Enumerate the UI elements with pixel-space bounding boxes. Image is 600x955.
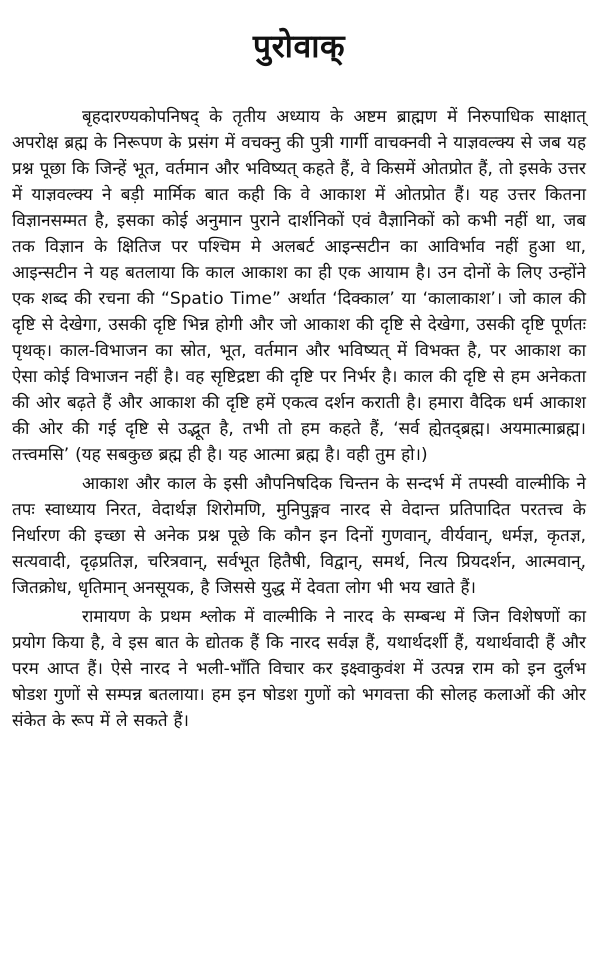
paragraph-2: आकाश और काल के इसी औपनिषदिक चिन्तन के सन्दर्भ में तपस्वी वाल्मीकि ने तपः स्वाध्याय निरत, वेदार्थज्ञ शिरोमणि, मुनिपुङ्गव नारद से वेदान्त प्रतिपादित परतत्त्व के निर्धारण की इच्छा से अनेक प्रश्न पूछे कि कौन इन दिनों गुणवान्, वीर्यवान्, धर्मज्ञ, कृतज्ञ, सत्यवादी, दृढ़प्रतिज्ञ, चरित्रवान्, सर्वभूत हितैषी, विद्वान्, समर्थ, नित्य प्रियदर्शन, आत्मवान्, जितक्रोध, धृतिमान् अनसूयक, है जिससे युद्ध में देवता लोग भी भय खाते हैं। [12, 474, 586, 598]
paragraph-3: रामायण के प्रथम श्लोक में वाल्मीकि ने नारद के सम्बन्ध में जिन विशेषणों का प्रयोग किया है, वे इस बात के द्योतक हैं कि नारद सर्वज्ञ हैं, यथार्थदर्शी हैं, यथार्थवादी हैं और परम आप्त हैं। ऐसे नारद ने भली-भाँति विचार कर इक्ष्वाकुवंश में उत्पन्न राम को इन दुर्लभ षोडश गुणों से सम्पन्न बतलाया। हम इन षोडश गुणों को भगवत्ता की सोलह कलाओं की ओर संकेत के रूप में ले सकते हैं। [12, 607, 586, 731]
page-title: पुरोवाक् [252, 27, 346, 65]
paragraph-1: बृहदारण्यकोपनिषद् के तृतीय अध्याय के अष्टम ब्राह्मण में निरुपाधिक साक्षात् अपरोक्ष ब्रह्म के निरूपण के प्रसंग में वचक्नु की पुत्री गार्गी वाचक्नवी ने याज्ञवल्क्य से जब यह प्रश्न पूछा कि जिन्हें भूत, वर्तमान और भविष्यत् कहते हैं, वे किसमें ओतप्रोत हैं, तो इसके उत्तर में याज्ञवल्क्य ने बड़ी मार्मिक बात कही कि वे आकाश में ओतप्रोत हैं। यह उत्तर कितना विज्ञानसम्मत है, इसका कोई अनुमान पुराने दार्शनिकों एवं वैज्ञानिकों को कभी नहीं था, जब तक विज्ञान के क्षितिज पर पश्चिम मे अलबर्ट आइन्सटीन का आविर्भाव नहीं हुआ था, आइन्सटीन ने यह बतलाया कि काल आकाश का ही एक आयाम है। उन दोनों के लिए उन्होंने एक शब्द की रचना की “Spatio Time” अर्थात ‘दिक्काल’ या ‘कालाकाश’। जो काल की दृष्टि से देखेगा, उसकी दृष्टि भिन्न होगी और जो आकाश की दृष्टि से देखेगा, उसकी दृष्टि पूर्णतः पृथक्। काल-विभाजन का स्रोत, भूत, वर्तमान और भविष्यत् में विभक्त है, पर आकाश का ऐसा कोई विभाजन नहीं है। वह सृष्टिद्रष्टा की दृष्टि पर निर्भर है। काल की दृष्टि से हम अनेकता की ओर बढ़ते हैं और आकाश की दृष्टि हमें एकत्व दर्शन कराती है। हमारा वैदिक धर्म आकाश की ओर की गई दृष्टि से उद्भूत है, तभी तो हम कहते हैं, ‘सर्व ह्येतद्ब्रह्म। अयमात्माब्रह्म। तत्त्वमसि’ (यह सबकुछ ब्रह्म ही है। यह आत्मा ब्रह्म है। वही तुम हो।) [12, 107, 586, 465]
